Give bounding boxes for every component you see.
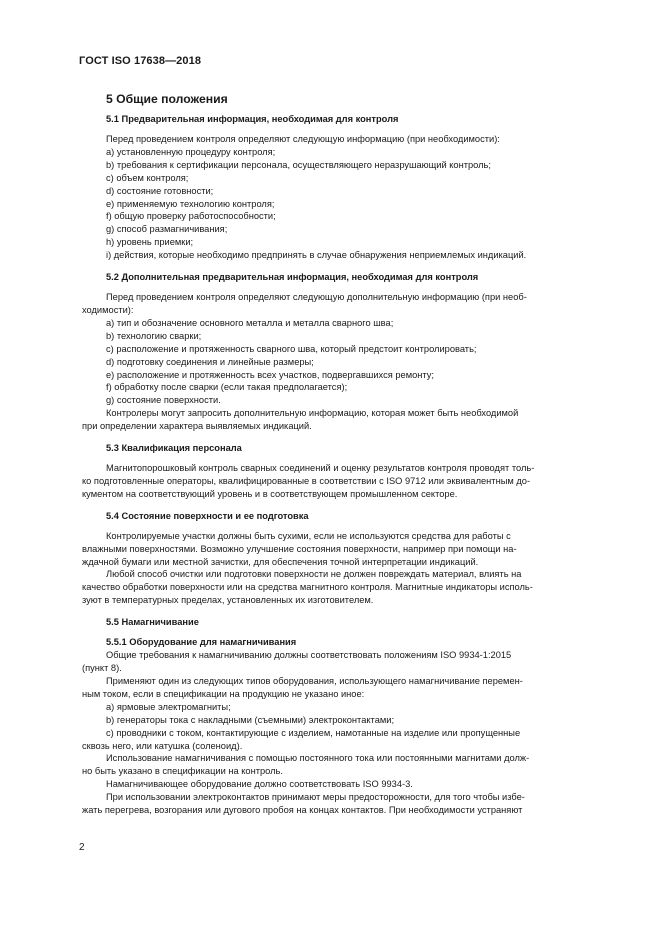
section-5-5-1-p2-line2: ным током, если в спецификации на продукцию не указано иное:: [82, 688, 365, 699]
section-5-5-1-p3-line1: Использование намагничивания с помощью постоянного тока или постоянными магнитами долж-: [106, 753, 530, 764]
section-5-4-p2-line1: Любой способ очистки или подготовки поверхности не должен повреждать материал, влиять на: [106, 569, 522, 580]
list-item: b) генераторы тока с накладными (съемными) электроконтактами;: [106, 714, 395, 725]
list-item: g) способ размагничивания;: [106, 224, 228, 235]
section-5-5-1-p1-line1: Общие требования к намагничиванию должны соответствовать положениям ISO 9934-1:2015: [106, 650, 512, 661]
list-item: a) ярмовые электромагниты;: [106, 701, 231, 712]
section-5-5-1-p4: Намагничивающее оборудование должно соответствовать ISO 9934-3.: [106, 779, 413, 790]
section-5-2-intro-line2: ходимости):: [82, 304, 134, 315]
section-5-5-1-p5-line1: При использовании электроконтактов принимают меры предосторожности, для того чтобы избе-: [106, 792, 525, 803]
section-5-5-1-title: 5.5.1 Оборудование для намагничивания: [106, 637, 297, 648]
section-5-4-p2-line3: зуют в температурных пределах, установленных их изготовителем.: [82, 595, 374, 606]
list-item: a) установленную процедуру контроля;: [106, 146, 276, 157]
section-5-5-1-p2-line1: Применяют один из следующих типов оборудования, использующего намагничивание перемен-: [106, 676, 523, 686]
list-item: a) тип и обозначение основного металла и металла сварного шва;: [106, 317, 394, 328]
section-5-4-title: 5.4 Состояние поверхности и ее подготовка: [106, 510, 309, 521]
page-content: [82, 91, 612, 817]
section-5-3-line3: кументом на соответствующий уровень и в соответствующем промышленном секторе.: [82, 488, 458, 499]
section-5-4-p1-line1: Контролируемые участки должны быть сухими, если не используются средства для работы с: [106, 530, 511, 541]
section-5-2-note-line2: при определении характера выявляемых индикаций.: [82, 421, 312, 432]
list-item: d) подготовку соединения и линейные размеры;: [106, 356, 314, 367]
section-5-2-intro-line1: Перед проведением контроля определяют следующую дополнительную информацию (при необ-: [106, 292, 527, 303]
list-item: c) расположение и протяженность сварного шва, который предстоит контролировать;: [106, 343, 477, 354]
page-number: 2: [79, 842, 85, 853]
section-5-title: 5 Общие положения: [106, 92, 228, 106]
section-5-4-p1-line2: влажными поверхностями. Возможно улучшение состояния поверхности, например при помощи на-: [82, 543, 517, 554]
list-item: i) действия, которые необходимо предпринять в случае обнаружения неприемлемых индикаций.: [106, 250, 527, 261]
page-header: ГОСТ ISO 17638—2018: [79, 55, 202, 67]
section-5-4-p1-line3: ждачной бумаги или местной зачистки, для обеспечения точной интерпретации индикаций.: [82, 556, 479, 567]
section-5-2-title: 5.2 Дополнительная предварительная информация, необходимая для контроля: [106, 272, 479, 283]
section-5-3-line1: Магнитопорошковый контроль сварных соединений и оценку результатов контроля проводят толь-: [106, 463, 535, 474]
list-item: c) объем контроля;: [106, 172, 189, 183]
section-5-5-title: 5.5 Намагничивание: [106, 617, 199, 628]
list-item: e) расположение и протяженность всех участков, подвергавшихся ремонту;: [106, 369, 434, 380]
section-5-5-1-p5-line2: жать перегрева, возгорания или дугового пробоя на концах контактов. При необходимости устраняют: [82, 805, 523, 816]
section-5-1-intro: Перед проведением контроля определяют следующую информацию (при необходимости):: [106, 134, 500, 144]
section-5-5-1-p1-line2: (пункт 8).: [82, 663, 122, 674]
section-5-5-1-p3-line2: но быть указано в спецификации на контроль.: [82, 766, 283, 777]
list-item: b) технологию сварки;: [106, 330, 202, 341]
list-item: f) общую проверку работоспособности;: [106, 211, 276, 222]
list-item: g) состояние поверхности.: [106, 395, 221, 406]
section-5-1-title: 5.1 Предварительная информация, необходимая для контроля: [106, 114, 399, 124]
list-item: h) уровень приемки;: [106, 237, 194, 248]
list-item: b) требования к сертификации персонала, осуществляющего неразрушающий контроль;: [106, 159, 491, 170]
list-item-continuation: сквозь него, или катушка (соленоид).: [82, 740, 243, 751]
section-5-3-title: 5.3 Квалификация персонала: [106, 443, 242, 454]
list-item: e) применяемую технологию контроля;: [106, 198, 275, 209]
section-5-3-line2: ко подготовленные операторы, квалифицированные в соответствии с ISO 9712 или эквивалентным до-: [82, 475, 531, 486]
list-item: f) обработку после сварки (если такая предполагается);: [106, 382, 348, 393]
list-item: c) проводники с током, контактирующие с изделием, намотанные на изделие или пропущенные: [106, 727, 521, 738]
list-item: d) состояние готовности;: [106, 185, 214, 196]
section-5-2-note-line1: Контролеры могут запросить дополнительную информацию, которая может быть необходимой: [106, 408, 519, 419]
section-5-4-p2-line2: качество обработки поверхности или на средства магнитного контроля. Магнитные индикаторы исполь-: [82, 582, 533, 593]
